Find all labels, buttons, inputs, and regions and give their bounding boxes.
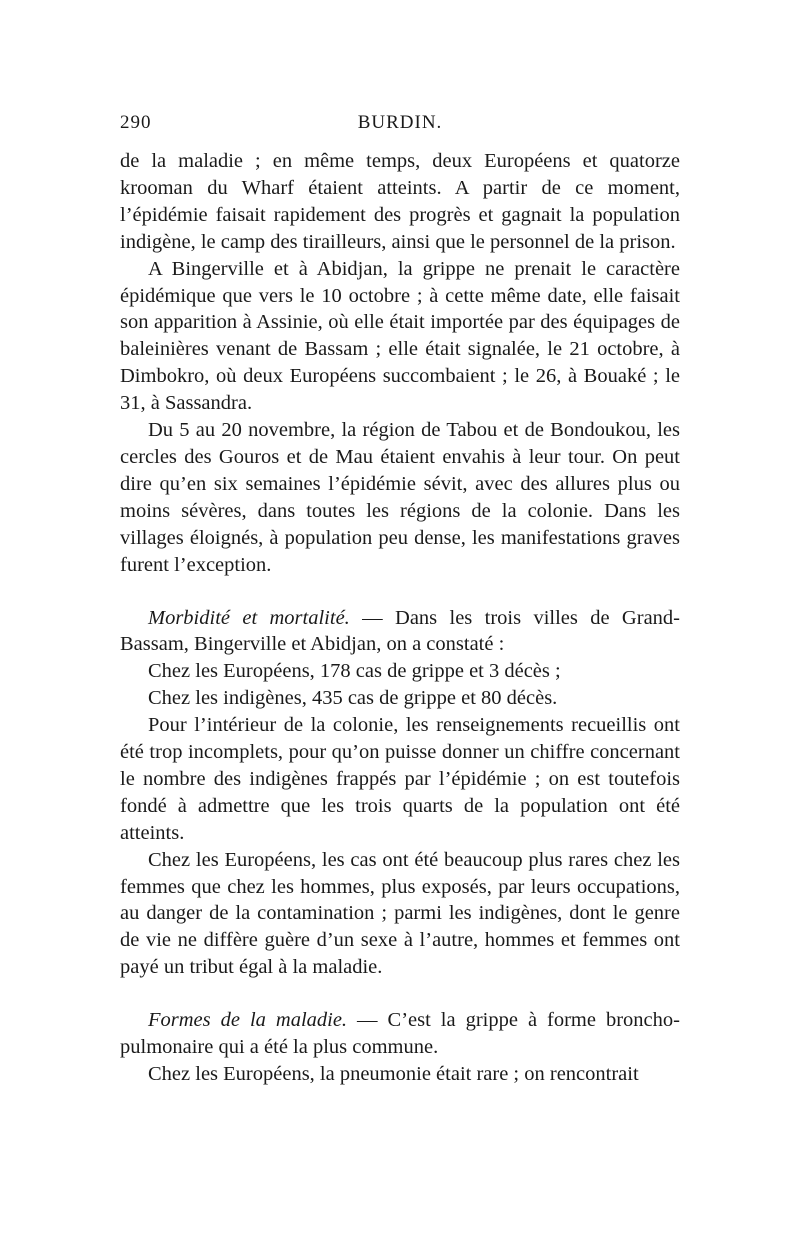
section-heading: Morbidité et mortalité. bbox=[148, 606, 350, 629]
paragraph: Du 5 au 20 novembre, la région de Tabou et de Bondoukou, les cercles des Gouros et de Mau étaient envahis à leur tour. On peut dire qu’en six semaines l’épidémie sévit, avec des allures plus ou moins sévères, dans toutes les régions de la colonie. Dans les villages éloignés, à population peu dense, les manifestations graves furent l’exception. bbox=[120, 419, 680, 576]
page-header bbox=[120, 112, 680, 142]
paragraph: Pour l’intérieur de la colonie, les renseignements recueillis ont été trop incomplets, pour qu’on puisse donner un chiffre concernant le nombre des indigènes frappés par l’épidémie ; on est toutefois fondé à admettre que les trois quarts de la population ont été atteints. bbox=[120, 714, 680, 844]
body-text bbox=[120, 148, 680, 1088]
paragraph: Chez les Européens, la pneumonie était rare ; on rencontrait bbox=[148, 1063, 639, 1085]
paragraph: de la maladie ; en même temps, deux Européens et quatorze krooman du Wharf étaient atteints. A partir de ce moment, l’épidémie faisait rapidement des progrès et gagnait la population indigène, le camp des tirailleurs, ainsi que le personnel de la prison. bbox=[120, 150, 680, 253]
paragraph: Chez les Européens, 178 cas de grippe et 3 décès ; bbox=[148, 660, 561, 683]
paragraph: A Bingerville et à Abidjan, la grippe ne prenait le caractère épidémique que vers le 10 octobre ; à cette même date, elle faisait son apparition à Assinie, où elle était importée par des équipages de baleinières venant de Bassam ; elle était signalée, le 21 octobre, à Dimbokro, où deux Européens succombaient ; le 26, à Bouaké ; le 31, à Sassandra. bbox=[120, 257, 680, 415]
running-title: BURDIN. bbox=[357, 112, 443, 133]
section-paragraph-formes: Formes de la maladie. — C’est la grippe à forme broncho-pulmonaire qui a été la plus commune. bbox=[120, 1009, 680, 1059]
page-number: 290 bbox=[120, 112, 152, 133]
paragraph: Chez les Européens, les cas ont été beaucoup plus rares chez les femmes que chez les hommes, plus exposés, par leurs occupations, au danger de la contamination ; parmi les indigènes, dont le genre de vie ne diffère guère d’un sexe à l’autre, hommes et femmes ont payé un tribut égal à la maladie. bbox=[120, 848, 680, 979]
section-paragraph-morbidite: Morbidité et mortalité. — Dans les trois villes de Grand-Bassam, Bingerville et Abidjan, on a constaté : bbox=[120, 606, 680, 656]
section-heading: Formes de la maladie. bbox=[148, 1009, 348, 1032]
paragraph: Chez les indigènes, 435 cas de grippe et 80 décès. bbox=[148, 687, 558, 710]
